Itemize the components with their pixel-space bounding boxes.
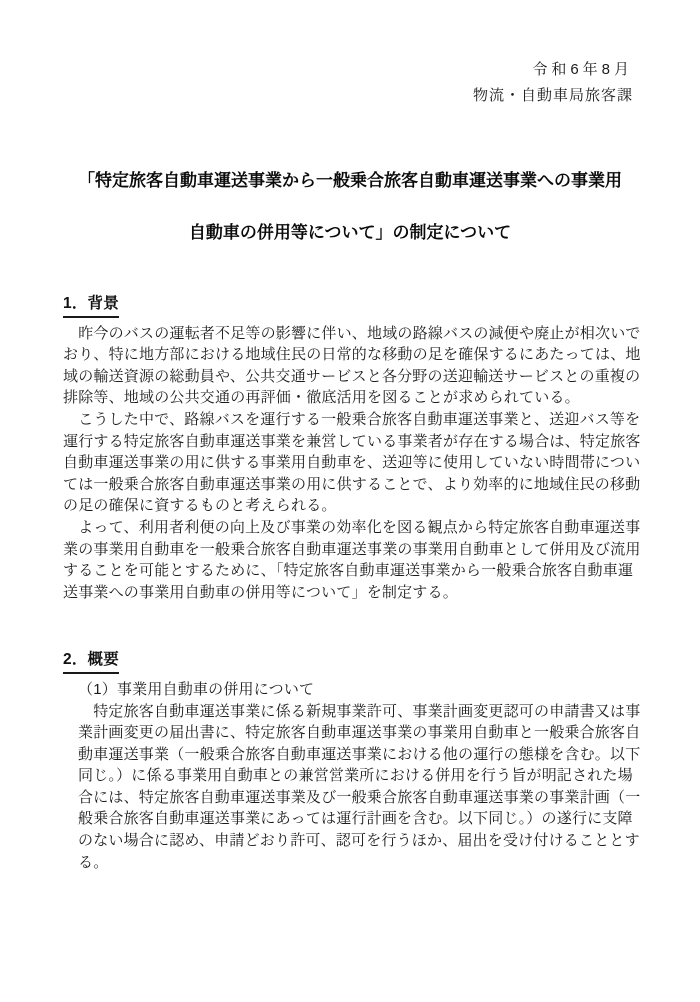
document-title bbox=[0, 169, 700, 245]
background-paragraph-1: 昨今のバスの運転者不足等の影響に伴い、地域の路線バスの減便や廃止が相次いでおり、特に地方部における地域住民の日常的な移動の足を確保するにあたっては、地域の輸送資源の総動員や、公共交通サービスと各分野の送迎輸送サービスとの重複の排除等、地域の公共交通の再評価・徹底活用を図ることが求められている。 bbox=[63, 324, 641, 407]
department-line: 物流・自動車局旅客課 bbox=[472, 87, 633, 104]
overview-paragraph-block bbox=[63, 701, 641, 874]
section-overview bbox=[63, 649, 641, 873]
subsection-heading-vehicle-dual-use: （1）事業用自動車の併用について bbox=[78, 680, 315, 698]
document-header bbox=[0, 0, 700, 109]
background-paragraph-2: こうした中で、路線バスを運行する一般乗合旅客自動車運送事業と、送迎バス等を運行する特定旅客自動車運送事業を兼営している事業者が存在する場合は、特定旅客自動車運送事業の用に供する事業用自動車を、送迎等に使用していない時間帯については一般乗合旅客自動車運送事業の用に供することで、より効率的に地域住民の移動の足の確保に資するものと考えられる。 bbox=[63, 410, 641, 515]
overview-paragraph-1: 特定旅客自動車運送事業に係る新規事業許可、事業計画変更認可の申請書又は事業計画変更の届出書に、特定旅客自動車運送事業の事業用自動車と一般乗合旅客自動車運送事業（一般乗合旅客自動車運送事業における他の運行の態様を含む。以下同じ。）に係る事業用自動車との兼営営業所における併用を行う旨が明記された場合には、特定旅客自動車運送事業及び一般乗合旅客自動車運送事業の事業計画（一般乗合旅客自動車運送事業にあっては運行計画を含む。以下同じ。）の遂行に支障のない場合に認め、申請どおり許可、認可を行うほか、届出を受け付けることとする。 bbox=[78, 702, 641, 871]
section-background bbox=[63, 293, 641, 603]
background-paragraph-3: よって、利用者利便の向上及び事業の効率化を図る観点から特定旅客自動車運送事業の事業用自動車を一般乗合旅客自動車運送事業の事業用自動車として併用及び流用することを可能とするために、「特定旅客自動車運送事業から一般乗合旅客自動車運送事業への事業用自動車の併用等について」を制定する。 bbox=[63, 518, 641, 601]
title-line-2: 自動車の併用等について」の制定について bbox=[188, 223, 512, 242]
document-body bbox=[63, 293, 641, 873]
title-line-1: 「特定旅客自動車運送事業から一般乗合旅客自動車運送事業への事業用 bbox=[78, 171, 622, 190]
section-heading-background bbox=[63, 293, 641, 318]
section-heading-overview bbox=[63, 649, 641, 674]
section-heading-background-text: 1．背景 bbox=[63, 293, 119, 318]
date-line: 令和6年8月 bbox=[532, 61, 633, 78]
section-heading-overview-text: 2．概要 bbox=[63, 649, 119, 674]
